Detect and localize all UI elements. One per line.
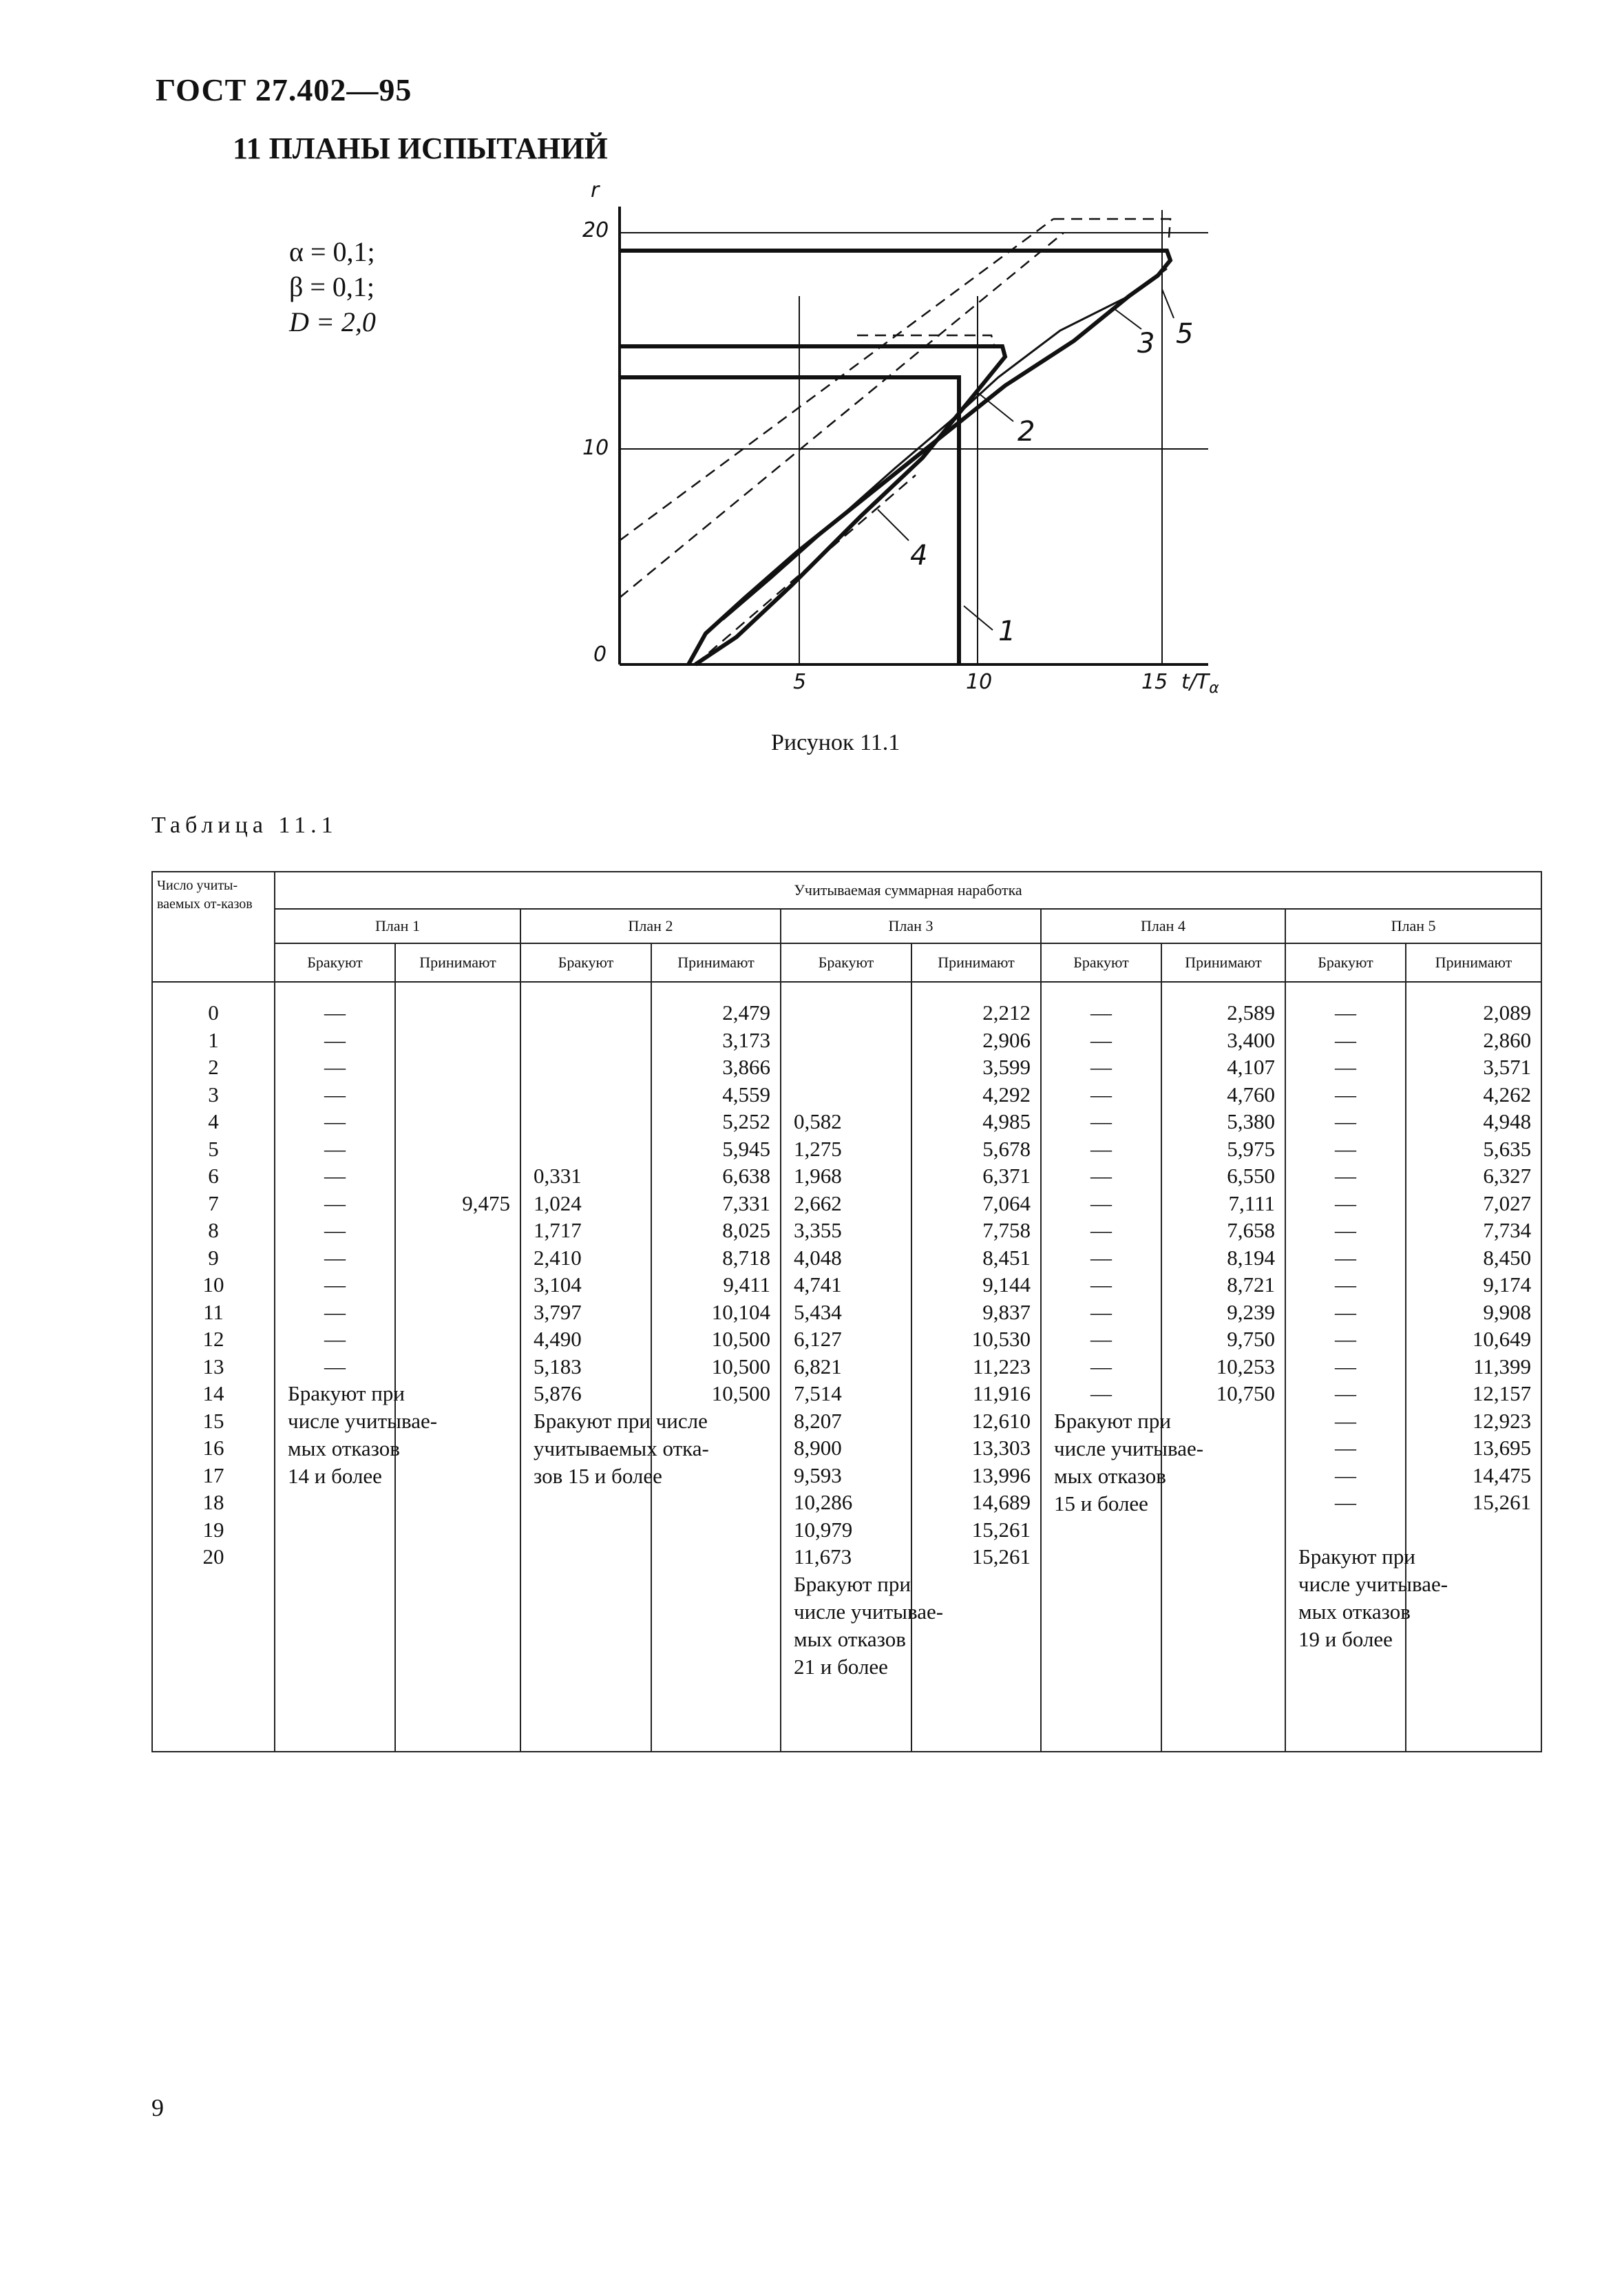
accept-value: 5,975	[1227, 1136, 1275, 1161]
failure-count: 1	[208, 1027, 219, 1052]
parameter-d: D = 2,0	[289, 306, 376, 337]
plan2-accept-header: Принимают	[651, 943, 781, 982]
accept-value: 6,371	[982, 1164, 1031, 1188]
accept-value: 7,658	[1227, 1218, 1275, 1242]
accept-value: 3,400	[1227, 1027, 1275, 1052]
accept-value: 10,253	[1216, 1354, 1275, 1378]
failure-count: 18	[202, 1490, 224, 1514]
reject-dash: —	[1335, 1408, 1356, 1433]
accept-value: 10,500	[711, 1327, 770, 1351]
reject-dash: —	[324, 1055, 346, 1079]
y-tick-label: 20	[582, 218, 609, 242]
x-tick-label: 15	[1141, 670, 1168, 694]
accept-value: 12,923	[1472, 1408, 1532, 1433]
accept-value: 11,223	[972, 1354, 1031, 1378]
reject-dash: —	[1090, 1354, 1112, 1378]
plan4-accept-column	[1161, 982, 1285, 1752]
reject-value: 3,355	[794, 1218, 842, 1242]
reject-note-line: мых отказов	[794, 1626, 906, 1651]
accept-value: 11,916	[972, 1381, 1031, 1405]
reject-value: 3,104	[534, 1272, 582, 1297]
plan4-dashed-diag	[620, 233, 1064, 598]
accept-value: 5,380	[1227, 1109, 1275, 1133]
accept-value: 10,500	[711, 1354, 770, 1378]
reject-value: 5,183	[534, 1354, 582, 1378]
accept-value: 7,111	[1228, 1191, 1275, 1215]
reject-value: 7,514	[794, 1381, 842, 1405]
accept-value: 4,948	[1483, 1109, 1532, 1133]
reject-note-line: числе учитывае-	[1054, 1436, 1204, 1460]
accept-value: 15,261	[971, 1544, 1031, 1569]
accept-value: 9,475	[462, 1191, 510, 1215]
accept-value: 9,144	[982, 1272, 1031, 1297]
reject-dash: —	[324, 1272, 346, 1297]
reject-dash: —	[1090, 1136, 1112, 1161]
accept-value: 2,906	[982, 1027, 1031, 1052]
failure-count: 20	[202, 1544, 224, 1569]
reject-value: 5,876	[534, 1381, 582, 1405]
failures-column	[152, 982, 275, 1752]
reject-value: 4,741	[794, 1272, 842, 1297]
accept-value: 10,649	[1472, 1327, 1532, 1351]
accept-value: 9,837	[982, 1299, 1031, 1324]
accept-value: 8,025	[722, 1218, 770, 1242]
accept-value: 5,945	[722, 1136, 770, 1161]
reject-value: 10,979	[794, 1517, 853, 1542]
plan2-header: План 2	[520, 909, 781, 943]
failure-count: 6	[208, 1164, 219, 1188]
reject-note-line: зов 15 и более	[534, 1463, 662, 1488]
reject-value: 2,410	[534, 1245, 582, 1270]
reject-dash: —	[1335, 1082, 1356, 1107]
table-caption: Таблица 11.1	[151, 813, 338, 838]
plan3-reject-column	[781, 982, 944, 1752]
reject-dash: —	[1090, 1164, 1112, 1188]
failure-count: 10	[202, 1272, 224, 1297]
accept-value: 4,292	[982, 1082, 1031, 1107]
reject-dash: —	[324, 1191, 346, 1215]
accept-value: 3,866	[722, 1055, 770, 1079]
accept-value: 11,399	[1473, 1354, 1532, 1378]
reject-dash: —	[1090, 1191, 1112, 1215]
failure-count: 12	[202, 1327, 224, 1351]
plan4-dashed-upper	[1053, 219, 1170, 238]
reject-dash: —	[1335, 1218, 1356, 1242]
figure-caption: Рисунок 11.1	[771, 730, 900, 755]
section-title: 11 ПЛАНЫ ИСПЫТАНИЙ	[233, 132, 608, 165]
plan5-reject-column	[1285, 982, 1448, 1752]
reject-note-line: числе учитывае-	[1298, 1572, 1448, 1596]
reject-dash: —	[324, 1245, 346, 1270]
reject-dash: —	[1090, 1272, 1112, 1297]
reject-dash: —	[1090, 1245, 1112, 1270]
accept-value: 6,327	[1483, 1164, 1532, 1188]
reject-dash: —	[324, 1354, 346, 1378]
reject-value: 10,286	[794, 1490, 853, 1514]
accept-value: 10,750	[1216, 1381, 1275, 1405]
failure-count: 3	[208, 1082, 219, 1107]
reject-note-line: мых отказов	[1298, 1600, 1411, 1624]
reject-note-line: Бракуют при	[288, 1381, 405, 1405]
reject-note-line: учитываемых отка-	[534, 1436, 709, 1460]
accept-value: 15,261	[971, 1517, 1031, 1542]
reject-dash: —	[1090, 1000, 1112, 1025]
plan4-accept-header: Принимают	[1161, 943, 1285, 982]
failure-count: 11	[203, 1299, 224, 1324]
accept-value: 6,550	[1227, 1164, 1275, 1188]
reject-dash: —	[1335, 1272, 1356, 1297]
plan5-reject-header: Бракуют	[1285, 943, 1406, 982]
accept-value: 8,450	[1483, 1245, 1532, 1270]
reject-value: 0,582	[794, 1109, 842, 1133]
plan4-reject-column	[1041, 982, 1204, 1752]
reject-value: 6,821	[794, 1354, 842, 1378]
accept-value: 12,157	[1472, 1381, 1532, 1405]
reject-dash: —	[1090, 1299, 1112, 1324]
accept-value: 6,638	[722, 1164, 770, 1188]
plan3-header: План 3	[781, 909, 1041, 943]
failure-count: 4	[208, 1109, 219, 1133]
accept-value: 3,599	[982, 1055, 1031, 1079]
failure-count: 9	[208, 1245, 219, 1270]
reject-dash: —	[1335, 1490, 1356, 1514]
reject-note-line: числе учитывае-	[288, 1409, 438, 1433]
accept-value: 7,027	[1483, 1191, 1532, 1215]
plan3-accept-header: Принимают	[911, 943, 1041, 982]
accept-value: 5,252	[722, 1109, 770, 1133]
plan1-boundary	[620, 377, 959, 664]
accept-value: 2,479	[722, 1000, 770, 1025]
plan3-boundary	[620, 251, 1170, 664]
plan3-reject-header: Бракуют	[781, 943, 911, 982]
reject-dash: —	[1335, 1381, 1356, 1405]
failure-count: 13	[202, 1354, 224, 1378]
reject-value: 8,207	[794, 1408, 842, 1433]
reject-note-line: 14 и более	[288, 1464, 382, 1488]
plan1-reject-header: Бракуют	[275, 943, 395, 982]
reject-dash: —	[324, 1164, 346, 1188]
x-tick-label: 5	[793, 670, 807, 694]
reject-dash: —	[324, 1000, 346, 1025]
reject-dash: —	[1335, 1245, 1356, 1270]
leader-line	[978, 392, 1013, 421]
failure-count: 5	[208, 1136, 219, 1161]
reject-value: 9,593	[794, 1462, 842, 1487]
plan1-reject-column	[275, 982, 438, 1752]
reject-dash: —	[324, 1327, 346, 1351]
accept-value: 7,064	[982, 1191, 1031, 1215]
y-tick-label: 0	[593, 642, 607, 667]
accept-value: 2,860	[1483, 1027, 1532, 1052]
x-tick-label: 10	[966, 670, 993, 694]
plan2-boundary	[620, 346, 1005, 664]
leader-line	[878, 510, 909, 541]
reject-value: 2,662	[794, 1191, 842, 1215]
reject-dash: —	[1335, 1354, 1356, 1378]
reject-value: 1,968	[794, 1164, 842, 1188]
plan5-accept-header: Принимают	[1406, 943, 1541, 982]
accept-value: 14,689	[971, 1490, 1031, 1514]
accept-value: 5,635	[1483, 1136, 1532, 1161]
plan4-header: План 4	[1041, 909, 1285, 943]
accept-value: 9,239	[1227, 1299, 1275, 1324]
parameter-alpha: α = 0,1;	[289, 236, 375, 267]
curve-label-1: 1	[998, 616, 1016, 647]
curve-label-4: 4	[910, 540, 928, 572]
accept-value: 2,089	[1483, 1000, 1532, 1025]
curve-label-3: 3	[1137, 328, 1155, 359]
accept-value: 2,589	[1227, 1000, 1275, 1025]
accept-value: 3,571	[1483, 1055, 1532, 1079]
failures-column-header: Число учиты-ваемых от-казов	[152, 872, 275, 982]
accept-value: 9,750	[1227, 1327, 1275, 1351]
reject-dash: —	[1335, 1164, 1356, 1188]
reject-note-line: Бракуют при	[1298, 1544, 1415, 1569]
reject-dash: —	[1090, 1109, 1112, 1133]
reject-value: 4,048	[794, 1245, 842, 1270]
failure-count: 16	[202, 1436, 224, 1460]
reject-value: 5,434	[794, 1299, 842, 1324]
failure-count: 17	[202, 1462, 224, 1487]
plan1-accept-column	[395, 982, 520, 1752]
reject-value: 4,490	[534, 1327, 582, 1351]
failure-count: 14	[202, 1381, 224, 1405]
reject-value: 1,717	[534, 1218, 582, 1242]
accept-value: 14,475	[1472, 1462, 1532, 1487]
accept-value: 10,500	[711, 1381, 770, 1405]
reject-note-line: 21 и более	[794, 1654, 888, 1679]
accept-value: 3,173	[722, 1027, 770, 1052]
reject-value: 0,331	[534, 1164, 582, 1188]
reject-dash: —	[1090, 1082, 1112, 1107]
reject-dash: —	[1335, 1136, 1356, 1161]
plan4-dashed-diag	[695, 475, 916, 664]
accept-value: 8,718	[722, 1245, 770, 1270]
failure-count: 8	[208, 1218, 219, 1242]
plan2-reject-column	[520, 982, 709, 1752]
accept-value: 9,174	[1483, 1272, 1532, 1297]
reject-value: 1,275	[794, 1136, 842, 1161]
parameter-beta: β = 0,1;	[289, 271, 375, 302]
reject-dash: —	[1335, 1027, 1356, 1052]
reject-dash: —	[324, 1299, 346, 1324]
reject-note-line: мых отказов	[288, 1436, 400, 1460]
reject-value: 6,127	[794, 1327, 842, 1351]
failure-count: 19	[202, 1517, 224, 1542]
reject-note-line: Бракуют при числе	[534, 1408, 708, 1433]
accept-value: 2,212	[982, 1000, 1031, 1025]
reject-dash: —	[1335, 1055, 1356, 1079]
failure-count: 15	[202, 1408, 224, 1433]
failure-count: 7	[208, 1191, 219, 1215]
curve-label-5: 5	[1176, 318, 1194, 350]
reject-note-line: числе учитывае-	[794, 1599, 944, 1624]
reject-dash: —	[1335, 1436, 1356, 1460]
accept-value: 15,261	[1472, 1490, 1532, 1514]
plan1-header: План 1	[275, 909, 520, 943]
reject-dash: —	[1090, 1381, 1112, 1405]
accept-value: 4,985	[982, 1109, 1031, 1133]
plan2-reject-header: Бракуют	[520, 943, 651, 982]
reject-dash: —	[1090, 1218, 1112, 1242]
plan5-header: План 5	[1285, 909, 1541, 943]
reject-dash: —	[1090, 1055, 1112, 1079]
reject-dash: —	[1335, 1462, 1356, 1487]
reject-note-line: 15 и более	[1054, 1491, 1148, 1516]
accept-value: 13,303	[971, 1436, 1031, 1460]
failure-count: 2	[208, 1055, 219, 1079]
reject-note-line: мых отказов	[1054, 1463, 1166, 1488]
reject-dash: —	[1335, 1109, 1356, 1133]
page-number: 9	[151, 2094, 164, 2121]
accept-value: 9,411	[723, 1272, 770, 1297]
reject-value: 8,900	[794, 1436, 842, 1460]
reject-value: 1,024	[534, 1191, 582, 1215]
accept-value: 5,678	[982, 1136, 1031, 1161]
y-axis-label: r	[591, 178, 600, 202]
reject-dash: —	[324, 1027, 346, 1052]
accept-value: 12,610	[971, 1408, 1031, 1433]
accept-value: 9,908	[1483, 1299, 1532, 1324]
document-header: ГОСТ 27.402—95	[156, 72, 412, 107]
reject-value: 11,673	[794, 1544, 852, 1569]
plan1-accept-header: Принимают	[395, 943, 520, 982]
reject-note-line: Бракуют при	[794, 1571, 911, 1596]
plan5-accept-column	[1406, 982, 1541, 1752]
plan2-accept-column	[651, 982, 781, 1752]
accept-value: 7,734	[1483, 1218, 1532, 1242]
reject-dash: —	[1335, 1191, 1356, 1215]
accept-value: 10,104	[711, 1299, 770, 1324]
test-plan-figure	[0, 0, 1624, 716]
running-time-header: Учитываемая суммарная наработка	[275, 872, 1541, 909]
reject-dash: —	[1090, 1327, 1112, 1351]
accept-value: 4,262	[1483, 1082, 1532, 1107]
reject-dash: —	[1335, 1299, 1356, 1324]
accept-value: 7,331	[722, 1191, 770, 1215]
accept-value: 8,194	[1227, 1245, 1275, 1270]
accept-value: 8,721	[1227, 1272, 1275, 1297]
test-plans-table	[151, 871, 1542, 1752]
reject-dash: —	[324, 1082, 346, 1107]
accept-value: 10,530	[971, 1327, 1031, 1351]
reject-note-line: 19 и более	[1298, 1627, 1393, 1651]
accept-value: 13,996	[971, 1462, 1031, 1487]
y-tick-label: 10	[582, 436, 609, 460]
curve-label-2: 2	[1017, 416, 1035, 448]
reject-dash: —	[1335, 1000, 1356, 1025]
x-axis-label: $t/T_\alpha$	[1181, 670, 1219, 697]
failure-count: 0	[208, 1000, 219, 1025]
accept-value: 4,559	[722, 1082, 770, 1107]
reject-value: 3,797	[534, 1299, 582, 1324]
reject-dash: —	[324, 1218, 346, 1242]
accept-value: 8,451	[982, 1245, 1031, 1270]
reject-dash: —	[1335, 1327, 1356, 1351]
accept-value: 4,107	[1227, 1055, 1275, 1079]
accept-value: 4,760	[1227, 1082, 1275, 1107]
accept-value: 13,695	[1472, 1436, 1532, 1460]
reject-dash: —	[1090, 1027, 1112, 1052]
plan4-reject-header: Бракуют	[1041, 943, 1161, 982]
leader-line	[1162, 289, 1174, 318]
leader-line	[1114, 308, 1141, 329]
accept-value: 7,758	[982, 1218, 1031, 1242]
plan3-accept-column	[911, 982, 1041, 1752]
reject-note-line: Бракуют при	[1054, 1408, 1171, 1433]
reject-dash: —	[324, 1109, 346, 1133]
reject-dash: —	[324, 1136, 346, 1161]
